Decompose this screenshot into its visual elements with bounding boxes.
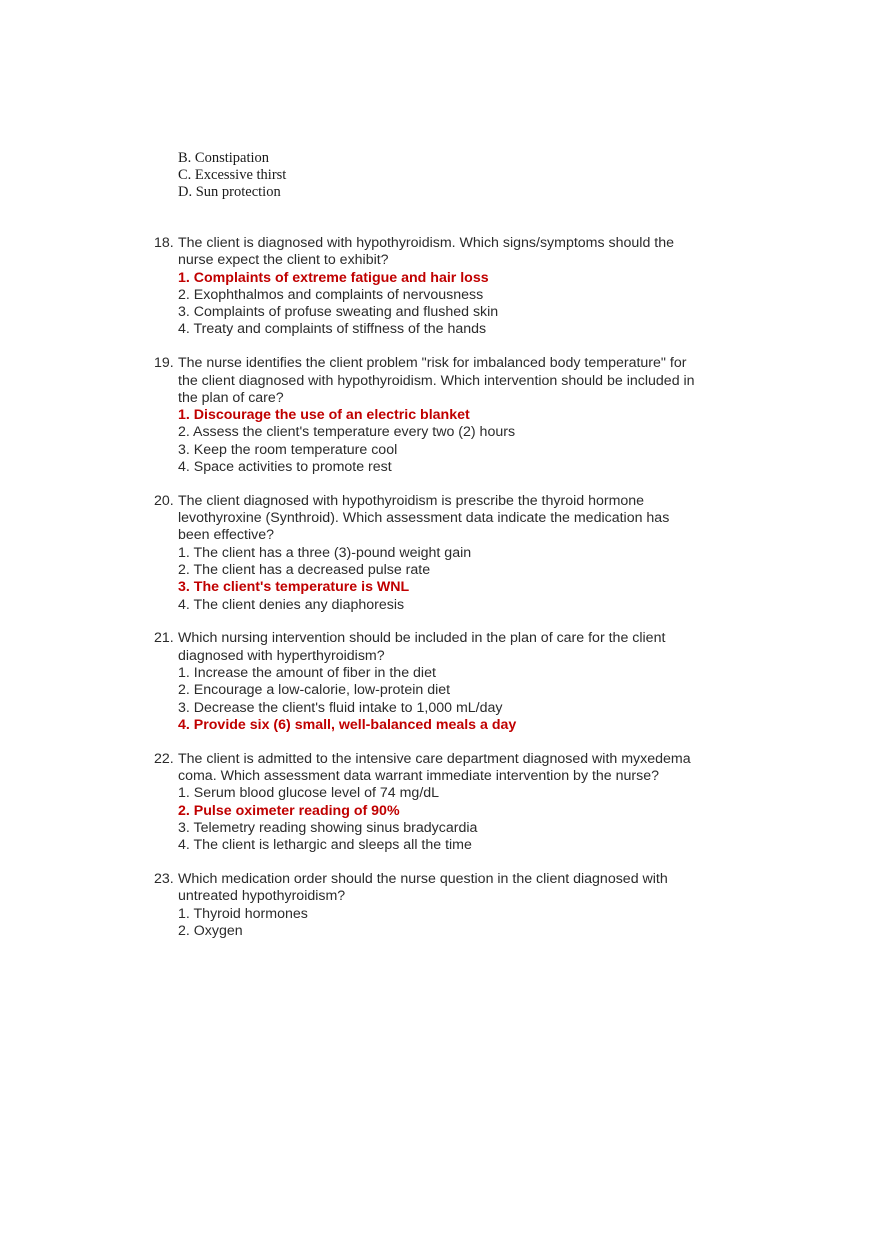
- answer-option: 1. Thyroid hormones: [178, 905, 308, 922]
- answer-option: 2. Encourage a low-calorie, low-protein diet: [178, 682, 451, 699]
- answer-option: 3. Telemetry reading showing sinus bradycardia: [178, 819, 478, 836]
- question-text-line: Which nursing intervention should be included in the plan of care for the client: [178, 630, 666, 647]
- question-text-line: The client is diagnosed with hypothyroidism. Which signs/symptoms should the: [178, 235, 675, 251]
- question-text-line: untreated hypothyroidism?: [178, 888, 346, 905]
- answer-option-correct: 1. Discourage the use of an electric blanket: [178, 407, 470, 424]
- answer-option: 4. The client is lethargic and sleeps all the time: [178, 837, 472, 854]
- question-list: [150, 235, 740, 957]
- answer-option: 1. Serum blood glucose level of 74 mg/dL: [178, 785, 440, 802]
- answer-option-correct: 4. Provide six (6) small, well-balanced meals a day: [178, 716, 517, 733]
- answer-option: 3. Keep the room temperature cool: [178, 441, 398, 458]
- answer-option: 4. The client denies any diaphoresis: [178, 596, 405, 613]
- question-number: 22.: [154, 750, 174, 767]
- question-21: [150, 630, 740, 734]
- answer-option: 3. Complaints of profuse sweating and flushed skin: [178, 304, 499, 321]
- answer-option-correct: 1. Complaints of extreme fatigue and hair loss: [178, 269, 489, 286]
- answer-option: 2. Exophthalmos and complaints of nervousness: [178, 286, 484, 303]
- question-text-line: diagnosed with hyperthyroidism?: [178, 647, 385, 664]
- question-text-line: The client is admitted to the intensive care department diagnosed with myxedema: [178, 750, 691, 767]
- question-text-line: coma. Which assessment data warrant immediate intervention by the nurse?: [178, 768, 660, 785]
- carryover-options: [178, 150, 286, 201]
- answer-option: 3. Decrease the client's fluid intake to 1,000 mL/day: [178, 699, 503, 716]
- question-18: [150, 235, 740, 339]
- question-text-line: levothyroxine (Synthroid). Which assessment data indicate the medication has: [178, 510, 670, 527]
- answer-option-correct: 3. The client's temperature is WNL: [178, 579, 410, 596]
- carryover-option: D. Sun protection: [178, 184, 281, 200]
- answer-option: 4. Space activities to promote rest: [178, 459, 392, 476]
- question-number: 23.: [154, 871, 174, 887]
- question-number: 20.: [154, 492, 174, 509]
- question-23: [150, 871, 740, 940]
- answer-option: 2. The client has a decreased pulse rate: [178, 562, 431, 579]
- question-19: [150, 355, 740, 476]
- carryover-option: B. Constipation: [178, 150, 270, 166]
- answer-option: 1. The client has a three (3)-pound weight gain: [178, 544, 472, 561]
- question-text-line: The nurse identifies the client problem "risk for imbalanced body temperature" for: [178, 355, 687, 372]
- question-22: [150, 751, 740, 855]
- question-text-line: Which medication order should the nurse question in the client diagnosed with: [178, 871, 668, 887]
- question-number: 19.: [154, 355, 174, 372]
- question-text-line: been effective?: [178, 527, 274, 544]
- question-text-line: the client diagnosed with hypothyroidism. Which intervention should be included in: [178, 372, 695, 389]
- question-text-line: The client diagnosed with hypothyroidism is prescribe the thyroid hormone: [178, 492, 645, 509]
- carryover-option: C. Excessive thirst: [178, 167, 287, 183]
- answer-option: 2. Assess the client's temperature every two (2) hours: [178, 424, 516, 441]
- answer-option: 1. Increase the amount of fiber in the diet: [178, 665, 436, 682]
- answer-option-correct: 2. Pulse oximeter reading of 90%: [178, 802, 400, 819]
- question-text-line: the plan of care?: [178, 389, 284, 406]
- answer-option: 2. Oxygen: [178, 922, 243, 939]
- question-number: 21.: [154, 630, 174, 647]
- answer-option: 4. Treaty and complaints of stiffness of the hands: [178, 321, 487, 338]
- question-number: 18.: [154, 235, 174, 251]
- question-text-line: nurse expect the client to exhibit?: [178, 252, 389, 269]
- question-20: [150, 493, 740, 614]
